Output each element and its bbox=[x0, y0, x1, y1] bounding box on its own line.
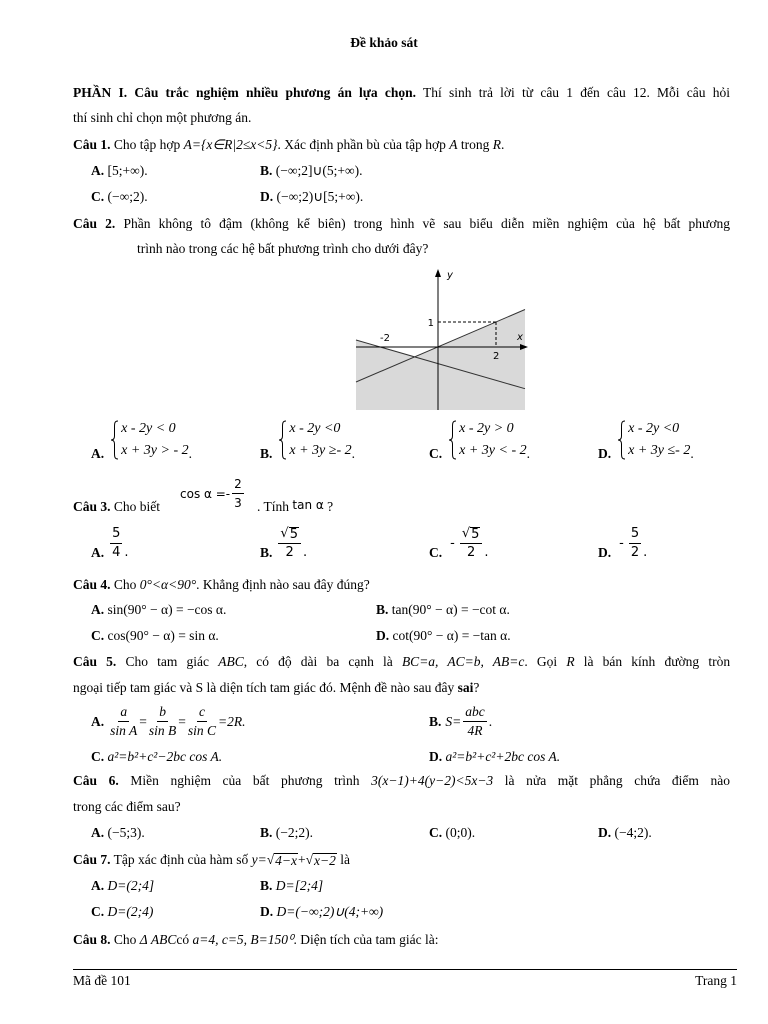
option-value: (−2;2). bbox=[275, 825, 313, 840]
question-6-line2: trong các điểm sau? bbox=[73, 799, 181, 814]
q2-option-b bbox=[260, 418, 355, 462]
option-value: a²=b²+c²−2bc cos A. bbox=[107, 749, 223, 764]
footer-divider bbox=[73, 969, 737, 970]
y-axis-arrow-icon bbox=[435, 269, 441, 277]
q1-option-c bbox=[91, 189, 148, 205]
option-label: B. bbox=[260, 878, 273, 893]
q2-option-c bbox=[429, 418, 530, 462]
minus-sign: - bbox=[619, 535, 624, 551]
option-value: [5;+∞). bbox=[107, 163, 148, 178]
punctuation: . bbox=[124, 545, 129, 560]
inequality: x + 3y ≥- 2 bbox=[289, 443, 352, 458]
q3-option-d bbox=[598, 526, 647, 561]
inequality: x - 2y < 0 bbox=[121, 421, 176, 436]
part1-instruction: Thí sinh trả lời từ câu 1 đến câu 12. Mỗi câu hỏi bbox=[423, 85, 730, 100]
radicand: x−2 bbox=[314, 853, 336, 868]
numerator: c bbox=[197, 704, 207, 722]
math-variable: A bbox=[449, 137, 458, 152]
question-text: Cho biết bbox=[113, 499, 161, 514]
triangle-name: Δ ABC bbox=[139, 932, 177, 947]
angle-condition: 0°<α<90° bbox=[139, 577, 197, 592]
denominator: sin A bbox=[110, 723, 138, 738]
triangle-name: ABC bbox=[218, 654, 244, 669]
q4-option-a bbox=[91, 602, 226, 618]
question-label: Câu 3. bbox=[73, 499, 111, 514]
question-text: là bbox=[340, 852, 351, 867]
option-label: A. bbox=[91, 602, 105, 617]
option-label: A. bbox=[91, 713, 105, 729]
fraction bbox=[629, 526, 641, 561]
question-text: Tập xác định của hàm số bbox=[113, 852, 249, 867]
q5-option-b bbox=[429, 704, 492, 739]
inequality-system bbox=[459, 418, 526, 462]
option-value: tan(90° − α) = −cot α. bbox=[391, 602, 510, 617]
option-value: (−∞;2]∪(5;+∞). bbox=[275, 163, 363, 178]
brace-icon bbox=[278, 420, 287, 460]
option-label: B. bbox=[260, 545, 273, 560]
denominator: 2 bbox=[630, 545, 640, 560]
inequality: x + 3y < - 2 bbox=[459, 443, 527, 458]
question-text: ngoại tiếp tam giác và S là diện tích tam giác đó. Mệnh đề nào sau đây bbox=[73, 680, 455, 695]
question-text: Cho bbox=[113, 932, 137, 947]
question-text: là bán kính đường tròn bbox=[583, 654, 731, 669]
exam-title: Đề khảo sát bbox=[350, 35, 418, 50]
fraction bbox=[188, 704, 216, 739]
set-expression: A={x∈R|2≤x<5} bbox=[183, 137, 278, 152]
question-text: Cho bbox=[113, 577, 137, 592]
punctuation: ? bbox=[327, 499, 334, 514]
q4-option-c bbox=[91, 628, 219, 644]
q6-option-a bbox=[91, 825, 145, 841]
inequality-system bbox=[289, 418, 351, 462]
q2-option-d bbox=[598, 418, 694, 462]
q3-option-a bbox=[91, 526, 129, 561]
q2-option-a bbox=[91, 418, 192, 462]
exam-code: Mã đề 101 bbox=[73, 973, 131, 988]
fraction bbox=[278, 526, 301, 561]
square-root bbox=[306, 852, 337, 868]
question-text: . Xác định phần bù của tập hợp bbox=[277, 137, 446, 152]
question-text: . Diện tích của tam giác là: bbox=[293, 932, 439, 947]
question-text: trong bbox=[460, 137, 490, 152]
inequality: x + 3y ≤- 2 bbox=[628, 443, 691, 458]
fraction bbox=[232, 476, 244, 511]
math-variable: R bbox=[566, 654, 575, 669]
equals-sign: = bbox=[139, 713, 147, 729]
denominator: 3 bbox=[234, 496, 242, 510]
question-text: , có độ dài ba cạnh là bbox=[243, 654, 393, 669]
inequality: x - 2y <0 bbox=[289, 421, 341, 436]
punctuation: . bbox=[488, 713, 493, 729]
punctuation: . bbox=[526, 446, 530, 461]
option-label: C. bbox=[91, 189, 105, 204]
option-label: C. bbox=[91, 628, 105, 643]
option-value: D=(2;4) bbox=[107, 904, 154, 919]
numerator: b bbox=[157, 704, 168, 722]
option-value: (−∞;2)∪[5;+∞). bbox=[276, 189, 364, 204]
radical-sign: √ bbox=[266, 852, 275, 867]
option-label: D. bbox=[260, 189, 274, 204]
option-label: D. bbox=[376, 628, 390, 643]
option-value: sin(90° − α) = −cos α. bbox=[107, 602, 227, 617]
fraction bbox=[460, 526, 483, 561]
option-label: B. bbox=[260, 163, 273, 178]
cosine-expression: cos α =- bbox=[180, 486, 231, 501]
q7-option-c bbox=[91, 904, 153, 920]
option-value: (−∞;2). bbox=[107, 189, 148, 204]
q1-option-a bbox=[91, 163, 148, 179]
option-label: D. bbox=[260, 904, 274, 919]
option-value: a²=b²+c²+2bc cos A. bbox=[445, 749, 561, 764]
tick-label-y1: 1 bbox=[427, 318, 434, 329]
q6-option-d bbox=[598, 825, 652, 841]
q1-option-d bbox=[260, 189, 363, 205]
question-text: là nửa mặt phẳng chứa điểm nào bbox=[504, 773, 731, 788]
option-label: B. bbox=[260, 446, 273, 461]
math-variable: R bbox=[492, 137, 501, 152]
cosine-given bbox=[180, 476, 246, 511]
radicand: 5 bbox=[289, 527, 298, 542]
q7-option-b bbox=[260, 878, 323, 894]
question-3-ask bbox=[257, 499, 333, 515]
brace-icon bbox=[448, 420, 457, 460]
question-label: Câu 2. bbox=[73, 216, 116, 231]
option-label: C. bbox=[429, 446, 443, 461]
punctuation: . bbox=[302, 545, 308, 560]
option-label: A. bbox=[91, 446, 105, 461]
q3-option-c bbox=[429, 526, 489, 561]
equals-sign: = bbox=[178, 713, 186, 729]
question-4 bbox=[73, 577, 370, 593]
area-symbol: S= bbox=[445, 713, 462, 729]
option-label: D. bbox=[598, 825, 612, 840]
question-text: . Gọi bbox=[524, 654, 558, 669]
question-label: Câu 6. bbox=[73, 773, 119, 788]
numerator bbox=[278, 526, 301, 544]
fraction bbox=[463, 704, 487, 739]
denominator: 2 bbox=[466, 545, 476, 560]
function-lhs: y= bbox=[251, 852, 267, 867]
inequality-system bbox=[121, 418, 188, 462]
q3-option-b bbox=[260, 526, 307, 561]
tangent-expression: tan α bbox=[292, 498, 324, 512]
punctuation: . bbox=[484, 545, 489, 560]
plus-sign: + bbox=[298, 852, 306, 867]
fraction bbox=[149, 704, 176, 739]
denominator: sin B bbox=[148, 723, 177, 738]
question-text: Miền nghiệm của bất phương trình bbox=[130, 773, 360, 788]
given-values: a=4, c=5, B=150⁰ bbox=[192, 932, 294, 947]
option-value: (−4;2). bbox=[614, 825, 652, 840]
question-text: Cho tam giác bbox=[125, 654, 210, 669]
radicand: 4−x bbox=[275, 853, 297, 868]
option-label: D. bbox=[598, 545, 612, 560]
question-5-line2 bbox=[73, 680, 479, 696]
question-text: Phần không tô đậm (không kể biên) trong hình vẽ sau biểu diễn miền nghiệm của hệ bất phương bbox=[123, 216, 731, 231]
part1-heading: PHẦN I. Câu trắc nghiệm nhiều phương án lựa chọn. bbox=[73, 85, 417, 100]
tick-label-x2: 2 bbox=[493, 351, 500, 362]
radical-sign: √ bbox=[280, 526, 289, 541]
option-value: (−5;3). bbox=[107, 825, 145, 840]
option-value: D=(2;4] bbox=[107, 878, 155, 893]
inequality: x - 2y <0 bbox=[628, 421, 680, 436]
option-label: B. bbox=[429, 713, 442, 729]
question-2 bbox=[73, 216, 730, 232]
question-1 bbox=[73, 137, 504, 153]
denominator: 4R bbox=[467, 723, 483, 738]
question-6 bbox=[73, 773, 730, 789]
option-label: C. bbox=[429, 825, 443, 840]
question-label: Câu 5. bbox=[73, 654, 117, 669]
option-label: A. bbox=[91, 545, 105, 560]
numerator: 2 bbox=[232, 476, 244, 494]
question-7 bbox=[73, 852, 350, 868]
option-value: (0;0). bbox=[445, 825, 476, 840]
punctuation: . bbox=[501, 137, 505, 152]
inequality-system bbox=[628, 418, 690, 462]
option-label: D. bbox=[429, 749, 443, 764]
q6-option-b bbox=[260, 825, 313, 841]
question-3 bbox=[73, 499, 160, 515]
q5-option-c bbox=[91, 749, 222, 765]
question-text: Cho tập hợp bbox=[113, 137, 181, 152]
inequality: x - 2y > 0 bbox=[459, 421, 514, 436]
minus-sign: - bbox=[450, 535, 455, 551]
q6-option-c bbox=[429, 825, 475, 841]
denominator: sin C bbox=[187, 723, 217, 738]
question-label: Câu 8. bbox=[73, 932, 111, 947]
emphasis: sai bbox=[457, 680, 474, 695]
q1-option-b bbox=[260, 163, 362, 179]
question-text: . Khẳng định nào sau đây đúng? bbox=[196, 577, 370, 592]
question-label: Câu 1. bbox=[73, 137, 111, 152]
punctuation: . bbox=[690, 446, 694, 461]
brace-icon bbox=[617, 420, 626, 460]
q5-option-a bbox=[91, 704, 246, 739]
question-label: Câu 7. bbox=[73, 852, 111, 867]
question-5 bbox=[73, 654, 730, 670]
option-label: C. bbox=[429, 545, 443, 560]
part1-intro-line1 bbox=[73, 85, 730, 101]
numerator: a bbox=[118, 704, 129, 722]
q7-option-a bbox=[91, 878, 154, 894]
punctuation: . bbox=[188, 446, 192, 461]
radical-sign: √ bbox=[305, 852, 314, 867]
brace-icon bbox=[110, 420, 119, 460]
q4-option-b bbox=[376, 602, 510, 618]
numerator: abc bbox=[463, 704, 487, 722]
radicand: 5 bbox=[471, 527, 480, 542]
question-label: Câu 4. bbox=[73, 577, 111, 592]
numerator: 5 bbox=[110, 526, 122, 544]
question-text: . Tính bbox=[257, 499, 290, 514]
inequality-region-graph bbox=[350, 265, 535, 415]
denominator: 2 bbox=[285, 545, 294, 560]
question-text: có bbox=[176, 932, 190, 947]
q5-option-d bbox=[429, 749, 560, 765]
side-definitions: BC=a, AC=b, AB=c bbox=[401, 654, 525, 669]
option-value: D=(−∞;2)∪(4;+∞) bbox=[276, 904, 384, 919]
option-label: B. bbox=[376, 602, 389, 617]
question-8 bbox=[73, 932, 439, 948]
option-label: B. bbox=[260, 825, 273, 840]
option-label: C. bbox=[91, 749, 105, 764]
option-label: A. bbox=[91, 163, 105, 178]
numerator: 5 bbox=[629, 526, 641, 544]
fraction bbox=[110, 704, 137, 739]
option-label: A. bbox=[91, 825, 105, 840]
fraction bbox=[110, 526, 122, 561]
x-axis-label: x bbox=[517, 332, 523, 343]
option-value: D=[2;4] bbox=[275, 878, 324, 893]
tick-label-x-neg2: -2 bbox=[380, 333, 390, 344]
option-label: A. bbox=[91, 878, 105, 893]
inequality: x + 3y > - 2 bbox=[121, 443, 189, 458]
part1-intro-line2: thí sinh chỉ chọn một phương án. bbox=[73, 110, 252, 125]
denominator: 4 bbox=[112, 545, 121, 560]
numerator bbox=[460, 526, 483, 544]
q4-option-d bbox=[376, 628, 511, 644]
page-number: Trang 1 bbox=[695, 973, 737, 988]
y-axis-label: y bbox=[447, 270, 453, 281]
option-label: D. bbox=[598, 446, 612, 461]
option-tail: =2R. bbox=[218, 713, 246, 729]
punctuation: . bbox=[643, 545, 648, 560]
option-label: C. bbox=[91, 904, 105, 919]
q7-option-d bbox=[260, 904, 383, 920]
radical-sign: √ bbox=[461, 526, 471, 541]
square-root bbox=[267, 852, 298, 868]
inequality: 3(x−1)+4(y−2)<5x−3 bbox=[371, 773, 494, 788]
punctuation: ? bbox=[473, 680, 480, 695]
option-value: cos(90° − α) = sin α. bbox=[107, 628, 219, 643]
option-value: cot(90° − α) = −tan α. bbox=[392, 628, 511, 643]
punctuation: . bbox=[351, 446, 355, 461]
question-2-line2: trình nào trong các hệ bất phương trình cho dưới đây? bbox=[137, 241, 429, 256]
